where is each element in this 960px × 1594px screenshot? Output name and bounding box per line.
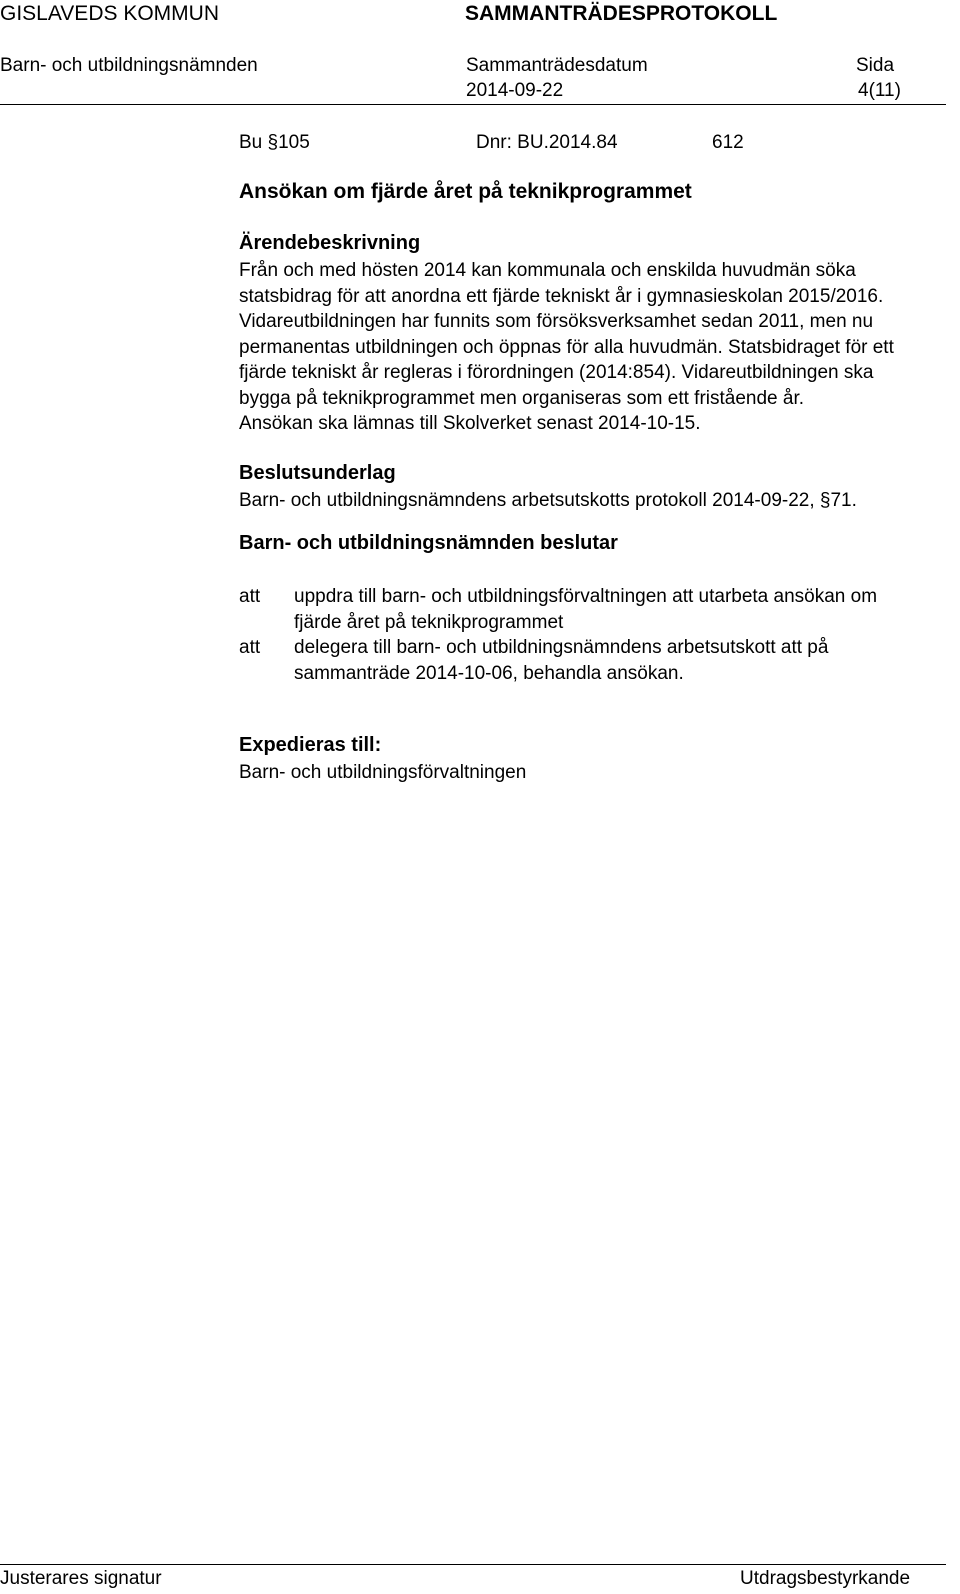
decision-prefix: att	[239, 637, 261, 658]
case-dnr: Dnr: BU.2014.84	[476, 132, 618, 153]
decision-line: sammanträde 2014-10-06, behandla ansökan.	[294, 662, 684, 684]
decision-item	[239, 635, 929, 686]
case-code: 612	[712, 132, 744, 153]
extract-certification-label: Utdragsbestyrkande	[740, 1568, 911, 1589]
page-label: Sida	[856, 55, 895, 76]
distribution-recipient: Barn- och utbildningsförvaltningen	[239, 762, 527, 783]
decision-text	[294, 635, 828, 686]
distribution-heading: Expedieras till:	[239, 734, 382, 756]
meeting-date-label: Sammanträdesdatum	[466, 55, 648, 76]
description-line: Ansökan ska lämnas till Skolverket senast 2014-10-15.	[239, 413, 701, 434]
municipality-name: GISLAVEDS KOMMUN	[0, 2, 219, 25]
document-type: SAMMANTRÄDESPROTOKOLL	[465, 2, 778, 25]
header-divider	[0, 104, 946, 105]
adjuster-signature-label: Justerares signatur	[0, 1568, 162, 1589]
description-line: permanentas utbildningen och öppnas för alla huvudmän. Statsbidraget för ett	[239, 336, 894, 358]
decision-line: uppdra till barn- och utbildningsförvaltningen att utarbeta ansökan om	[294, 586, 878, 607]
decision-text	[294, 584, 877, 635]
description-line: Vidareutbildningen har funnits som försöksverksamhet sedan 2011, men nu	[239, 311, 874, 332]
decision-item	[239, 584, 929, 635]
page-number: 4(11)	[858, 80, 901, 101]
decision-line: delegera till barn- och utbildningsnämndens arbetsutskott att på	[294, 637, 829, 658]
description-line: fjärde tekniskt år regleras i förordningen (2014:854). Vidareutbildningen ska	[239, 362, 874, 383]
decision-line: fjärde året på teknikprogrammet	[294, 611, 564, 633]
description-heading: Ärendebeskrivning	[239, 232, 421, 254]
case-number: Bu §105	[239, 132, 310, 153]
description-line: statsbidrag för att anordna ett fjärde tekniskt år i gymnasieskolan 2015/2016.	[239, 285, 884, 307]
footer-divider	[0, 1564, 946, 1565]
decision-prefix: att	[239, 586, 261, 607]
description-text	[239, 258, 929, 437]
committee-name: Barn- och utbildningsnämnden	[0, 55, 258, 76]
basis-text: Barn- och utbildningsnämndens arbetsutskotts protokoll 2014-09-22, §71.	[239, 490, 857, 511]
description-line: bygga på teknikprogrammet men organiseras som ett fristående år.	[239, 387, 805, 409]
description-line: Från och med hösten 2014 kan kommunala och enskilda huvudmän söka	[239, 260, 856, 281]
case-title: Ansökan om fjärde året på teknikprogrammet	[239, 180, 692, 203]
decision-heading: Barn- och utbildningsnämnden beslutar	[239, 532, 618, 554]
meeting-date-value: 2014-09-22	[466, 80, 564, 101]
basis-heading: Beslutsunderlag	[239, 462, 396, 484]
